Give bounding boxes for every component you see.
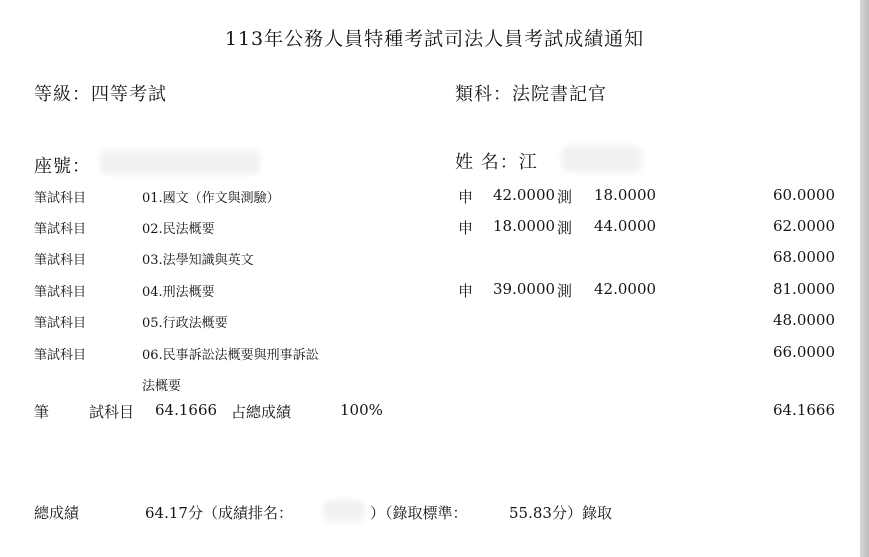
subject-type: 筆試科目 [34,191,87,206]
category-value: 法院書記官 [512,84,607,105]
total-label: 總成績 [34,504,80,522]
category-label: 類科： [455,84,512,105]
written-total-label-a: 筆 [34,403,50,421]
total-value: 64.17分（成績排名： [145,504,293,522]
subject-score: 48.0000 [772,311,835,329]
subject-type: 筆試科目 [34,316,87,331]
seat-label: 座號： [34,156,91,177]
subject-part-essay: 18.0000 [493,217,556,235]
subject-name-continued: 法概要 [142,379,182,394]
subject-marker-essay: 申 [458,188,474,206]
subject-part-test: 44.0000 [594,217,657,235]
subject-part-essay: 39.0000 [493,280,556,298]
name-value: 江 [518,152,538,173]
subject-part-essay: 42.0000 [493,186,556,204]
subject-score: 66.0000 [772,343,835,361]
grade-label: 等級： [34,84,91,105]
subject-part-test: 18.0000 [594,186,657,204]
subject-score: 68.0000 [772,248,835,266]
grade-field [34,80,167,106]
subject-part-test: 42.0000 [594,280,657,298]
subject-type: 筆試科目 [34,253,87,268]
written-total-weight: 100% [340,401,383,419]
subject-score: 81.0000 [772,280,835,298]
document-title: 113年公務人員特種考試司法人員考試成績通知 [224,28,645,50]
grade-value: 四等考試 [91,84,167,105]
subject-name: 03.法學知識與英文 [142,253,254,268]
standard-label: ）（錄取標準： [370,504,468,522]
written-total-score: 64.1666 [772,401,835,419]
subject-marker-essay: 申 [458,219,474,237]
subject-marker-test: 測 [557,188,573,206]
subject-score: 60.0000 [772,186,835,204]
rank-redaction [323,500,365,522]
name-field [455,148,538,174]
subject-name: 06.民事訴訟法概要與刑事訴訟 [142,348,319,363]
seat-redaction [100,150,260,174]
subject-marker-essay: 申 [458,282,474,300]
subject-type: 筆試科目 [34,222,87,237]
name-redaction [562,146,642,172]
standard-value: 55.83分）錄取 [509,504,612,522]
written-total-weight-label: 占總成績 [231,403,292,421]
subject-name: 04.刑法概要 [142,285,215,300]
subject-name: 02.民法概要 [142,222,215,237]
name-label: 姓 名： [455,152,519,173]
category-field [455,80,607,106]
subject-name: 05.行政法概要 [142,316,228,331]
subject-type: 筆試科目 [34,285,87,300]
subject-type: 筆試科目 [34,348,87,363]
page-edge [860,0,869,557]
written-total-label-b: 試科目 [89,403,135,421]
written-total-average: 64.1666 [155,401,218,419]
subject-score: 62.0000 [772,217,835,235]
subject-marker-test: 測 [557,282,573,300]
subject-name: 01.國文（作文與測驗） [142,191,280,206]
subject-marker-test: 測 [557,219,573,237]
